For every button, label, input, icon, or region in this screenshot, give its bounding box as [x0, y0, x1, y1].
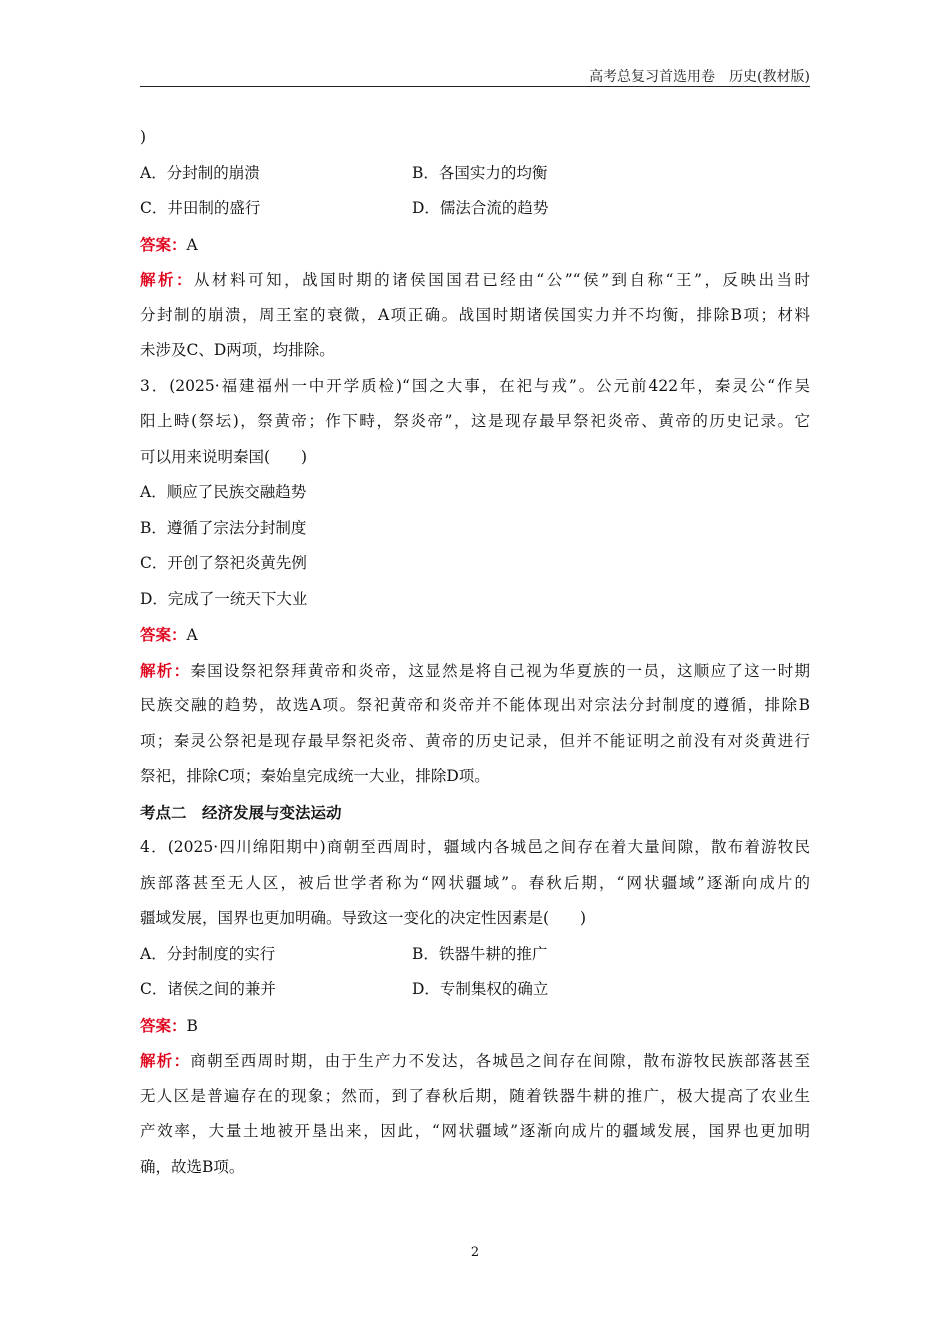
q3-analysis-line-4: 祭祀，排除C项；秦始皇完成统一大业，排除D项。 [140, 767, 490, 785]
q4-analysis-line-3: 产效率，大量土地被开垦出来，因此，“网状疆域”逐渐向成片的疆域发展，国界也更加明 [140, 1122, 810, 1140]
answer-value: A [186, 626, 198, 644]
q4-option-c: C．诸侯之间的兼并 [140, 980, 276, 998]
q3-option-a: A．顺应了民族交融趋势 [140, 483, 307, 501]
q2-option-d: D．儒法合流的趋势 [412, 199, 549, 217]
q2-options-row-2 [140, 191, 810, 227]
q2-option-b: B．各国实力的均衡 [412, 163, 548, 182]
question-fragment: ) [140, 128, 147, 146]
q2-options-row-1 [140, 156, 810, 192]
answer-value: A [186, 235, 198, 254]
q3-answer [140, 617, 810, 653]
analysis-text: 商朝至西周时期，由于生产力不发达，各城邑之间存在间隙，散布游牧民族部落甚至 [190, 1052, 810, 1070]
q4-options-row-1 [140, 937, 810, 973]
q2-option-c: C．井田制的盛行 [140, 199, 261, 217]
q3-stem-line-1: 3．(2025·福建福州一中开学质检)“国之大事，在祀与戎”。公元前422年，秦灵公“作吴 [140, 376, 810, 395]
q4-stem-line-1: 4．(2025·四川绵阳期中)商朝至西周时，疆域内各城邑之间存在着大量间隙，散布着游牧民 [140, 838, 810, 856]
answer-label: 答案： [140, 234, 187, 254]
q3-analysis-line-3: 项；秦灵公祭祀是现存最早祭祀炎帝、黄帝的历史记录，但并不能证明之前没有对炎黄进行 [140, 731, 810, 750]
document-body [140, 120, 810, 1185]
section-title: 考点二 经济发展与变法运动 [140, 802, 342, 822]
q3-analysis-line-1 [140, 653, 810, 689]
q4-answer [140, 1008, 810, 1044]
q4-stem-line-3: 疆域发展，国界也更加明确。导致这一变化的决定性因素是( ) [140, 909, 587, 927]
q4-option-b: B．铁器牛耕的推广 [412, 944, 548, 963]
q2-analysis-line-3: 未涉及C、D两项，均排除。 [140, 341, 335, 359]
q4-analysis-line-2: 无人区是普遍存在的现象；然而，到了春秋后期，随着铁器牛耕的推广，极大提高了农业生 [140, 1086, 810, 1105]
q4-stem-line-2: 族部落甚至无人区，被后世学者称为“网状疆域”。春秋后期，“网状疆域”逐渐向成片的 [140, 873, 810, 892]
analysis-label: 解析： [140, 660, 191, 680]
q2-analysis-line-2: 分封制的崩溃，周王室的衰微，A项正确。战国时期诸侯国实力并不均衡，排除B项；材料 [140, 305, 810, 324]
q3-option-b: B．遵循了宗法分封制度 [140, 518, 307, 537]
analysis-text: 从材料可知，战国时期的诸侯国国君已经由“公”“侯”到自称“王”，反映出当时 [194, 271, 810, 289]
q4-option-a: A．分封制度的实行 [140, 944, 276, 963]
analysis-label: 解析： [140, 270, 195, 289]
answer-label: 答案： [140, 625, 187, 644]
q3-option-d: D．完成了一统天下大业 [140, 589, 308, 608]
q3-option-c: C．开创了祭祀炎黄先例 [140, 554, 307, 572]
q3-analysis-line-2: 民族交融的趋势，故选A项。祭祀黄帝和炎帝并不能体现出对宗法分封制度的遵循，排除B [140, 696, 810, 714]
q4-options-row-2 [140, 972, 810, 1008]
answer-label: 答案： [140, 1015, 187, 1035]
answer-value: B [186, 1016, 198, 1035]
q2-option-a: A．分封制的崩溃 [140, 163, 260, 182]
page-number: 2 [470, 1245, 480, 1260]
analysis-label: 解析： [140, 1051, 191, 1070]
header-rule [140, 86, 810, 87]
q4-analysis-line-4: 确，故选B项。 [140, 1157, 245, 1176]
page-header: 高考总复习首选用卷 历史(教材版) [589, 69, 810, 85]
q4-analysis-line-1 [140, 1043, 810, 1079]
q2-analysis-line-1 [140, 262, 810, 298]
q3-stem-line-2: 阳上畤(祭坛)，祭黄帝；作下畤，祭炎帝”，这是现存最早祭祀炎帝、黄帝的历史记录。它 [140, 412, 810, 430]
q4-option-d: D．专制集权的确立 [412, 980, 549, 998]
q3-stem-line-3: 可以用来说明秦国( ) [140, 447, 308, 466]
q2-answer [140, 227, 810, 263]
analysis-text: 秦国设祭祀祭拜黄帝和炎帝，这显然是将自己视为华夏族的一员，这顺应了这一时期 [190, 661, 810, 680]
